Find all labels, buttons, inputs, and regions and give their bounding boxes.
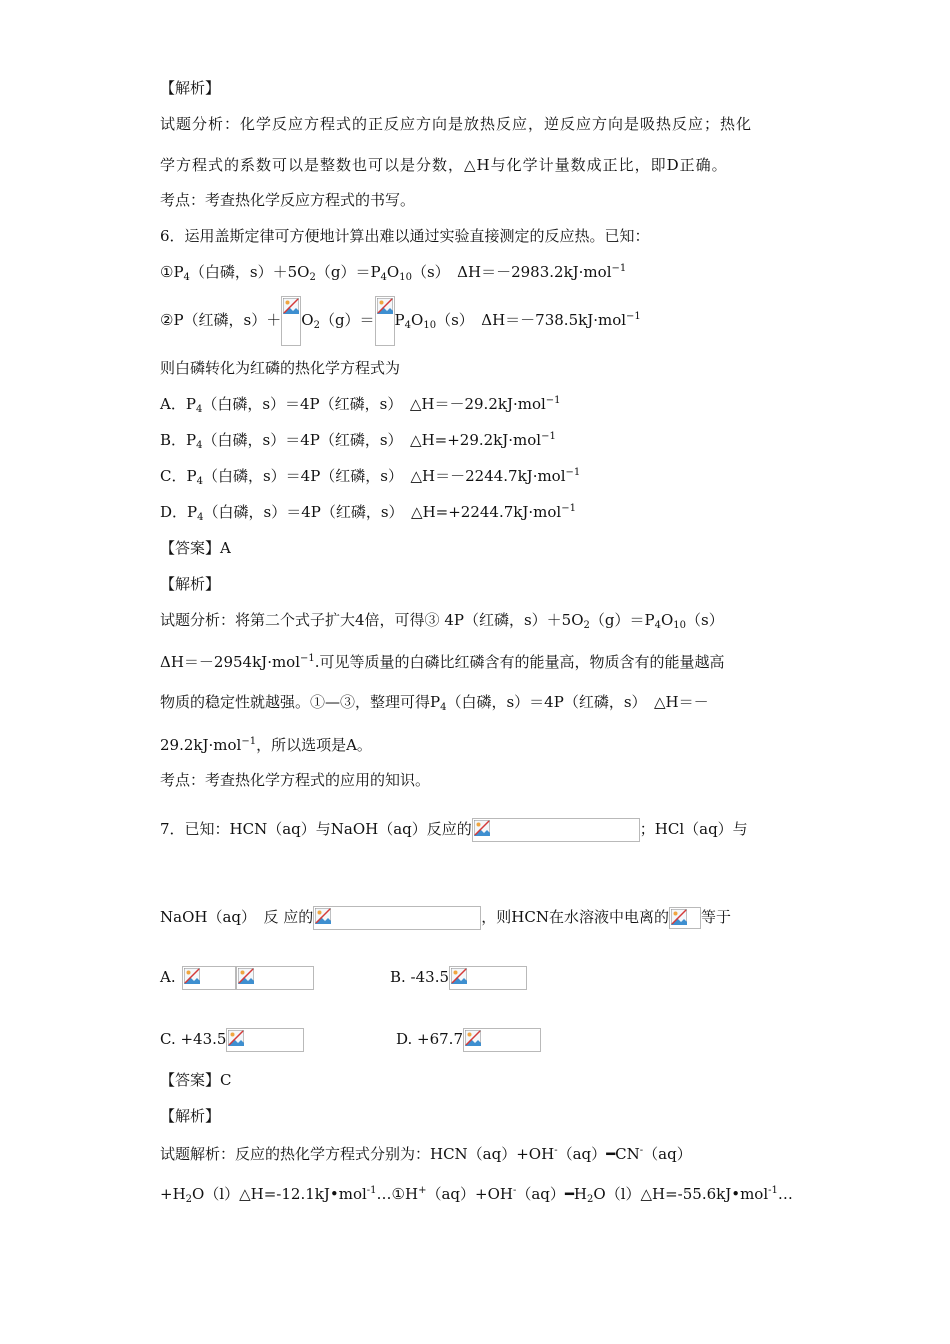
broken-image-icon bbox=[238, 968, 254, 984]
broken-image-icon bbox=[315, 908, 331, 924]
analysis-text: $+H_2O(l)\triangle H=-12.1kJ•mol^{-1}\dots ①H^+(aq)+OH^-(aq)━H_2O(l)\triangle H=-55.6kJ•mol^{-1}\dots$ bbox=[160, 1185, 793, 1205]
analysis-label: 【解析】 bbox=[160, 1107, 221, 1125]
fraction-image bbox=[375, 296, 395, 346]
formula-image bbox=[236, 966, 314, 990]
question-ask: 则白磷转化为红磷的热化学方程式为 bbox=[160, 359, 401, 377]
formula-image bbox=[182, 966, 236, 990]
equation-2: ②P（红磷，s）＋ $O_2(g)=$ $P_4O_{10}(s)$ ΔH＝－738.5kJ·mol$^{-1}$ bbox=[160, 310, 641, 331]
formula-image bbox=[226, 1028, 304, 1052]
equation-1: $①P_4$（白磷，$s)+5O_2(g)=P_4O_{10}(s)$ ΔH＝－2983.2kJ·mol$^{-1}$ bbox=[160, 263, 627, 283]
formula-image bbox=[669, 907, 701, 929]
option-b: B. -43.5 bbox=[390, 966, 527, 990]
formula-image bbox=[472, 818, 640, 842]
broken-image-icon bbox=[283, 298, 299, 314]
option-c: C. +43.5 bbox=[160, 1028, 304, 1052]
broken-image-icon bbox=[377, 298, 393, 314]
broken-image-icon bbox=[228, 1030, 244, 1046]
broken-image-icon bbox=[465, 1030, 481, 1046]
option-a: A．$P_4$（白磷，s）＝4P（红磷，s） △H＝－29.2kJ·mol$^{-1}$ bbox=[160, 395, 561, 415]
formula-image bbox=[463, 1028, 541, 1052]
option-c: C．$P_4$（白磷，s）＝4P（红磷，s） △H＝－2244.7kJ·mol$^{-1}$ bbox=[160, 467, 581, 487]
key-point: 考点：考查热化学方程式的应用的知识。 bbox=[160, 771, 431, 789]
analysis-text: 物质的稳定性就越强。①—③，整理可得$P_4$（白磷，s）＝4P（红磷，s） △H＝－ bbox=[160, 693, 709, 713]
formula-image bbox=[449, 966, 527, 990]
question-7-line-2: NaOH（aq） 反 应的 ，则HCN在水溶液中电离的 等于 bbox=[160, 906, 731, 930]
question-stem: 6．运用盖斯定律可方便地计算出难以通过实验直接测定的反应热。已知： bbox=[160, 227, 650, 245]
analysis-label: 【解析】 bbox=[160, 79, 221, 97]
key-point: 考点：考查热化学反应方程式的书写。 bbox=[160, 191, 416, 209]
analysis-text: 学方程式的系数可以是整数也可以是分数，△H与化学计量数成正比，即D正确。 bbox=[160, 156, 728, 174]
analysis-text: 试题分析：化学反应方程式的正反应方向是放热反应，逆反应方向是吸热反应；热化 bbox=[160, 115, 753, 133]
question-7-line-1: 7．已知：HCN（aq）与NaOH（aq）反应的 ；HCl（aq）与 bbox=[160, 818, 748, 842]
analysis-text: ΔH＝－2954kJ·mol$^{-1}$.可见等质量的白磷比红磷含有的能量高，物质含有的能量越高 bbox=[160, 653, 725, 671]
broken-image-icon bbox=[671, 909, 687, 925]
formula-image bbox=[313, 906, 481, 930]
option-d: D. +67.7 bbox=[396, 1028, 541, 1052]
analysis-text: 试题分析：将第二个式子扩大4倍，可得③ 4P（红磷，$s)+5O_2(g)=P_4O_{10}(s)$ bbox=[160, 611, 724, 631]
option-a: A. bbox=[160, 966, 314, 990]
broken-image-icon bbox=[451, 968, 467, 984]
fraction-image bbox=[281, 296, 301, 346]
analysis-text: 29.2kJ·mol$^{-1}$，所以选项是A。 bbox=[160, 736, 372, 754]
broken-image-icon bbox=[474, 820, 490, 836]
broken-image-icon bbox=[184, 968, 200, 984]
analysis-text: 试题解析：反应的热化学方程式分别为：HCN（aq）+OH-（aq）━CN-（aq） bbox=[160, 1145, 692, 1163]
answer: 【答案】C bbox=[160, 1071, 232, 1089]
analysis-label: 【解析】 bbox=[160, 575, 221, 593]
option-b: B．$P_4$（白磷，s）＝4P（红磷，s） △H=+29.2kJ·mol$^{-1}$ bbox=[160, 431, 556, 451]
answer: 【答案】A bbox=[160, 539, 231, 557]
option-d: D．$P_4$（白磷，s）＝4P（红磷，s） △H=+2244.7kJ·mol$^{-1}$ bbox=[160, 503, 576, 523]
